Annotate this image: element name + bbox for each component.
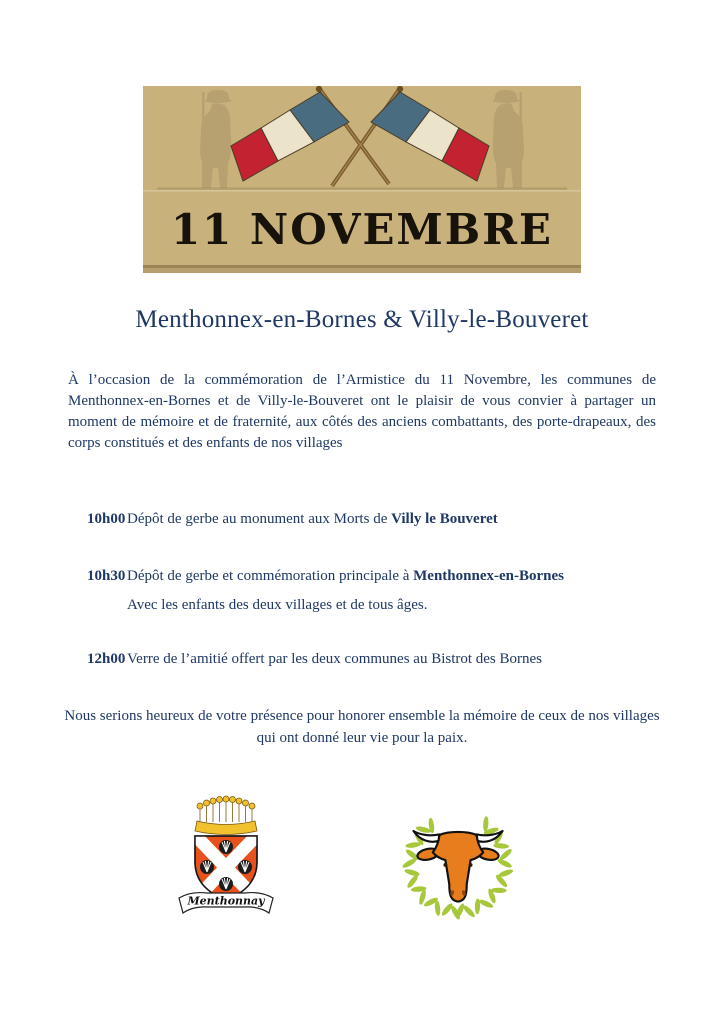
intro-paragraph: À l’occasion de la commémoration de l’Armistice du 11 Novembre, les communes de Menthonnex-en-Bornes et de Villy-le-Bouveret ont le plaisir de vous convier à partager un moment de mémoire et de fraternité, aux côtés des anciens combattants, des porte-drapeaux, des corps constitués et des enfants de nos villages <box>68 372 656 451</box>
menthonnex-coat-of-arms <box>173 790 279 922</box>
schedule-place: Villy le Bouveret <box>391 511 498 527</box>
schedule-time: 10h00 <box>87 511 126 527</box>
scroll-text: Menthonnay <box>187 894 265 908</box>
schedule-item-10h30 <box>0 566 724 587</box>
logos-row <box>0 790 724 925</box>
schedule-time: 12h00 <box>87 651 126 667</box>
schedule-place: Menthonnex-en-Bornes <box>413 568 564 584</box>
banner-title: 11 NOVEMBRE <box>171 205 553 254</box>
banner-bottom-fade <box>143 268 581 273</box>
schedule <box>0 509 724 670</box>
banner-image <box>0 0 724 273</box>
schedule-item-10h00 <box>0 509 724 530</box>
page-title: Menthonnex-en-Bornes & Villy-le-Bouveret <box>135 306 589 333</box>
ground-shadow <box>157 188 567 190</box>
schedule-text: Verre de l’amitié offert par les deux communes au Bistrot des Bornes <box>127 651 543 667</box>
crown-icon <box>195 796 257 835</box>
november-11-banner <box>143 86 581 273</box>
bull-head-in-laurel-wreath <box>395 799 521 925</box>
schedule-item-12h00 <box>0 649 724 670</box>
closing-paragraph: Nous serions heureux de votre présence pour honorer ensemble la mémoire de ceux de nos villages qui ont donné leur vie pour la paix. <box>64 708 660 746</box>
schedule-text: Dépôt de gerbe et commémoration principale à <box>127 568 414 584</box>
schedule-text: Dépôt de gerbe au monument aux Morts de <box>127 511 392 527</box>
schedule-time: 10h30 <box>87 568 126 584</box>
ground-highlight <box>143 190 581 192</box>
shield-icon <box>193 833 259 902</box>
banner-bottom-shadow <box>143 265 581 268</box>
schedule-note: Avec les enfants des deux villages et de tous âges. <box>127 597 428 613</box>
scroll-banner <box>179 893 273 913</box>
